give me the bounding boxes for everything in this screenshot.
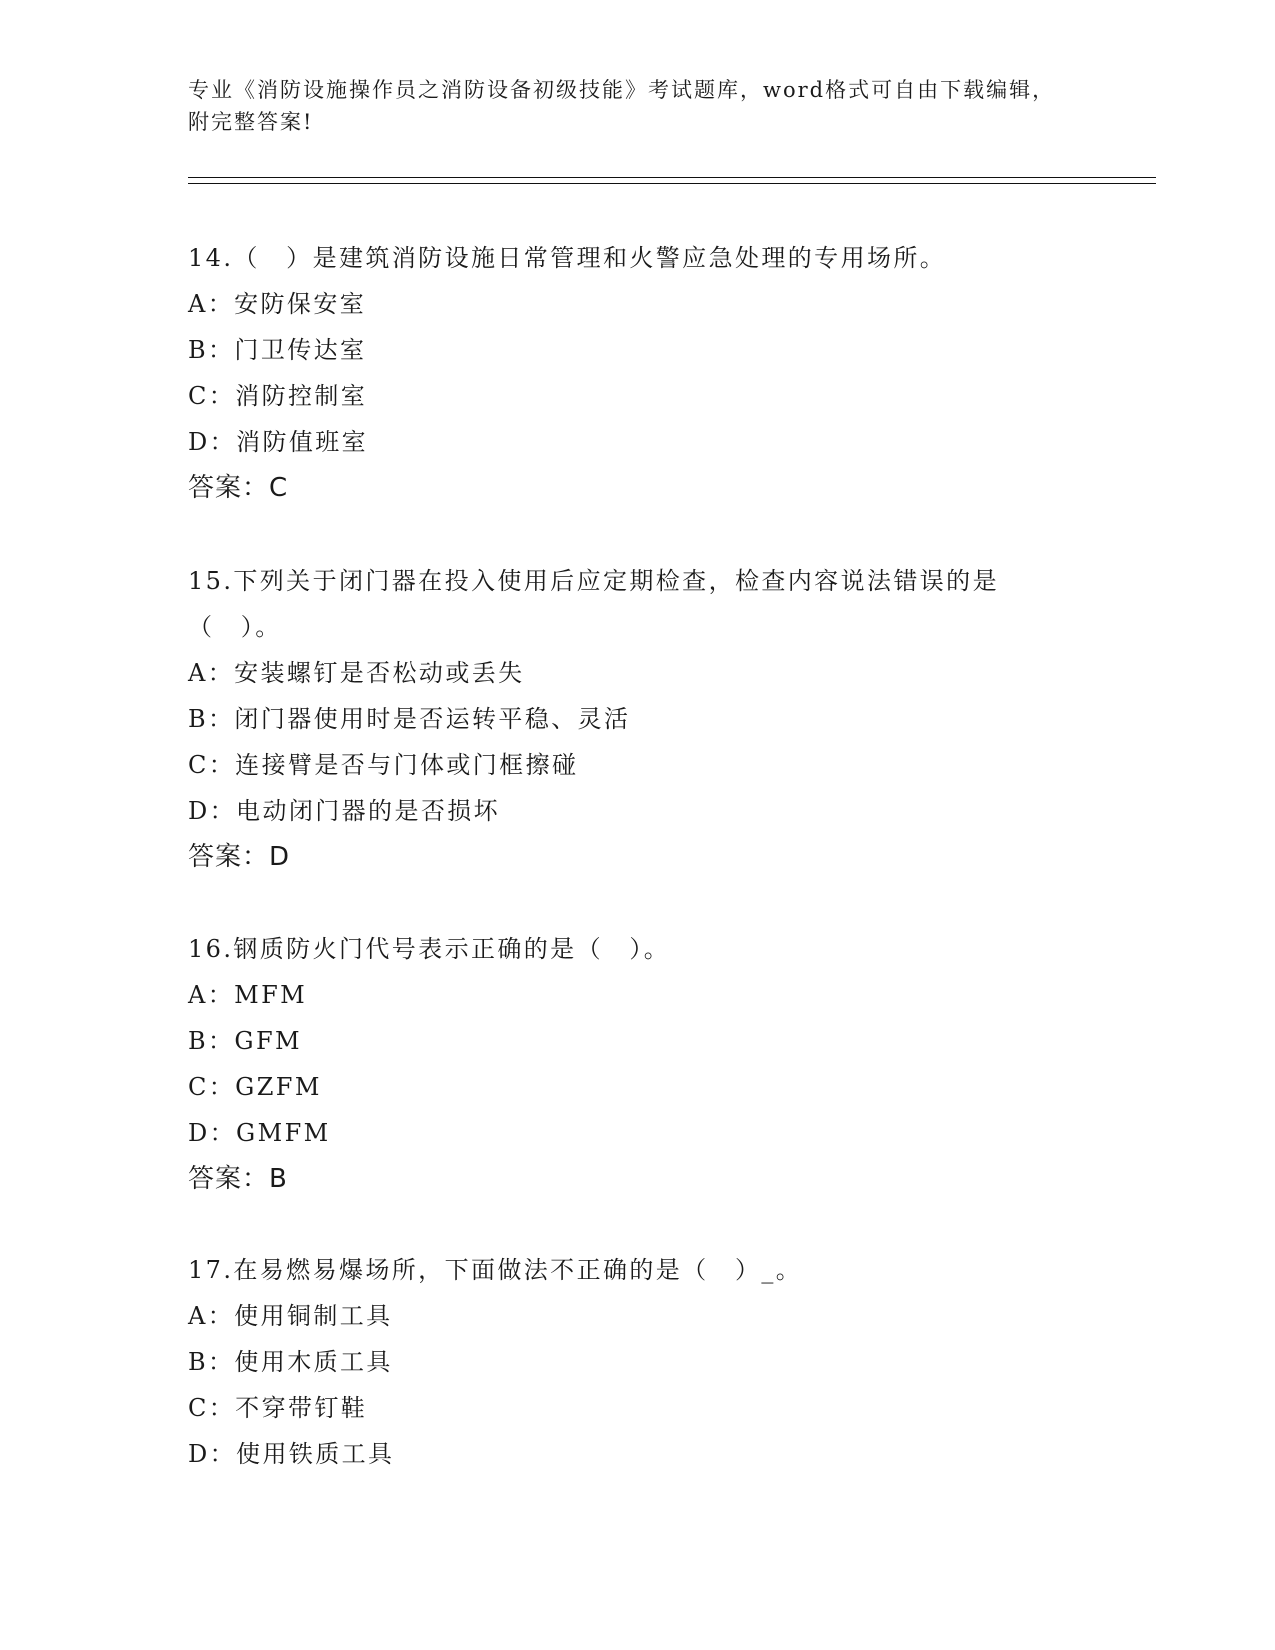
- option-b: B：使用木质工具: [188, 1348, 393, 1376]
- option-c: C：GZFM: [188, 1073, 322, 1101]
- option-d: D：电动闭门器的是否损坏: [188, 797, 501, 825]
- option-c: C：消防控制室: [188, 382, 368, 410]
- option-b: B：闭门器使用时是否运转平稳、灵活: [188, 705, 631, 733]
- option-c: C：不穿带钉鞋: [188, 1394, 368, 1422]
- answer-label: 答案：C: [188, 473, 289, 503]
- option-a: A：MFM: [188, 981, 308, 1009]
- question-text: 15.下列关于闭门器在投入使用后应定期检查，检查内容说法错误的是（ ）。: [188, 567, 999, 641]
- answer-label: 答案：B: [188, 1164, 288, 1194]
- option-c: C：连接臂是否与门体或门框擦碰: [188, 751, 579, 779]
- option-a: A：使用铜制工具: [188, 1302, 393, 1330]
- header-divider-top: [188, 177, 1156, 178]
- header-divider-bottom: [188, 183, 1156, 184]
- question-text: 17.在易燃易爆场所，下面做法不正确的是（ ）_。: [188, 1256, 803, 1284]
- question-text: 14.（ ）是建筑消防设施日常管理和火警应急处理的专用场所。: [188, 244, 947, 272]
- question-text: 16.钢质防火门代号表示正确的是（ ）。: [188, 935, 671, 963]
- answer-label: 答案：D: [188, 842, 291, 872]
- option-b: B：门卫传达室: [188, 336, 367, 364]
- question-15: [188, 558, 1088, 880]
- question-14: [188, 235, 1088, 511]
- question-16: [188, 926, 1088, 1202]
- option-d: D：消防值班室: [188, 428, 369, 456]
- option-d: D：使用铁质工具: [188, 1440, 395, 1468]
- document-intro: 专业《消防设施操作员之消防设备初级技能》考试题库，word格式可自由下载编辑，附完整答案!: [188, 78, 1056, 134]
- option-a: A：安装螺钉是否松动或丢失: [188, 659, 525, 687]
- option-a: A：安防保安室: [188, 290, 367, 318]
- option-b: B：GFM: [188, 1027, 303, 1055]
- question-17: [188, 1247, 1088, 1477]
- option-d: D：GMFM: [188, 1119, 331, 1147]
